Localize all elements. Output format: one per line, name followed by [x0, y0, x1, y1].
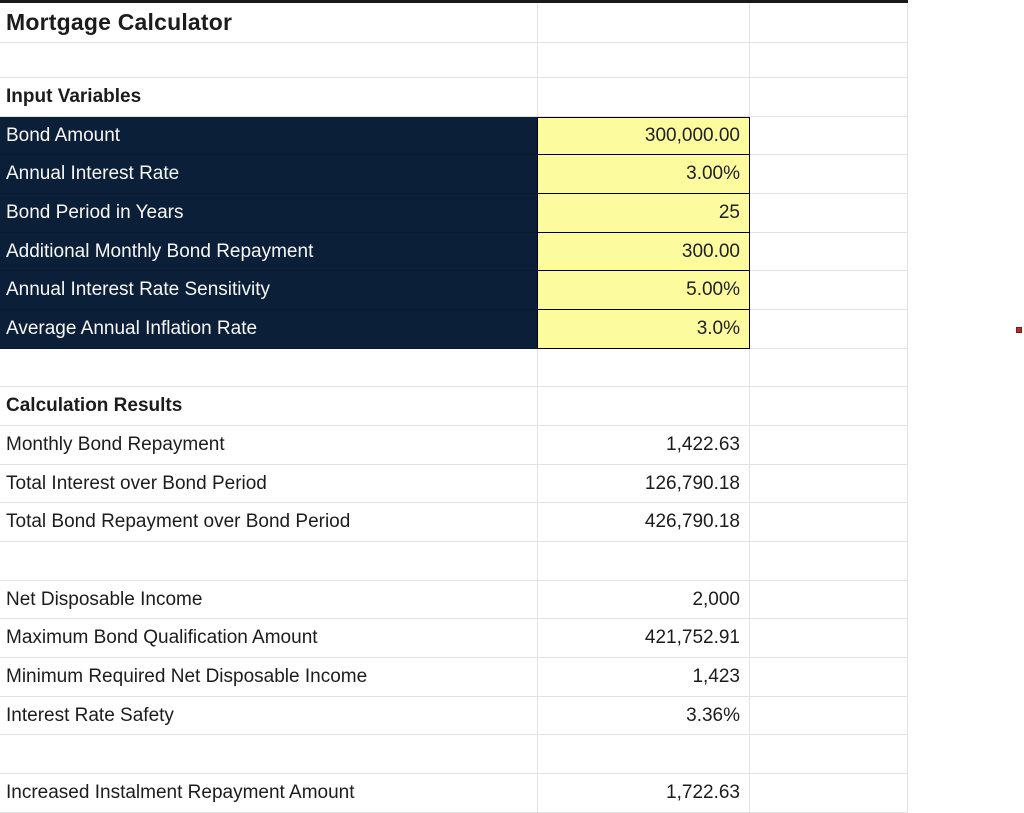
row-interest-rate-safety [0, 697, 908, 736]
net-disposable-income-label: Net Disposable Income [0, 581, 538, 620]
empty-cell [750, 194, 908, 233]
row-title [0, 3, 908, 43]
empty-cell [750, 43, 908, 78]
row-calculation-results [0, 387, 908, 426]
rate-sensitivity-input[interactable]: 5.00% [538, 271, 750, 310]
empty-cell [750, 117, 908, 156]
empty-cell [538, 542, 750, 581]
empty-cell [750, 581, 908, 620]
row-annual-interest-rate [0, 155, 908, 194]
empty-cell [750, 271, 908, 310]
increased-instalment-value: 1,722.63 [538, 774, 750, 813]
empty-row [0, 43, 908, 78]
bond-amount-label: Bond Amount [0, 117, 538, 156]
rate-sensitivity-label: Annual Interest Rate Sensitivity [0, 271, 538, 310]
increased-instalment-label: Increased Instalment Repayment Amount [0, 774, 538, 813]
empty-cell [538, 349, 750, 388]
empty-cell [750, 155, 908, 194]
total-interest-label: Total Interest over Bond Period [0, 465, 538, 504]
row-additional-repayment [0, 233, 908, 272]
monthly-repayment-value: 1,422.63 [538, 426, 750, 465]
row-max-qualification [0, 619, 908, 658]
row-net-disposable-income [0, 581, 908, 620]
empty-cell [750, 774, 908, 813]
empty-cell [750, 697, 908, 736]
empty-row [0, 349, 908, 388]
row-bond-period [0, 194, 908, 233]
min-required-income-value: 1,423 [538, 658, 750, 697]
max-qualification-label: Maximum Bond Qualification Amount [0, 619, 538, 658]
row-rate-sensitivity [0, 271, 908, 310]
total-repayment-value: 426,790.18 [538, 503, 750, 542]
total-repayment-label: Total Bond Repayment over Bond Period [0, 503, 538, 542]
empty-cell [538, 387, 750, 426]
red-corner-marker [1016, 327, 1022, 333]
annual-interest-rate-input[interactable]: 3.00% [538, 155, 750, 194]
row-monthly-repayment [0, 426, 908, 465]
total-interest-value: 126,790.18 [538, 465, 750, 504]
empty-cell [750, 619, 908, 658]
empty-cell [538, 3, 750, 43]
empty-cell [750, 426, 908, 465]
row-input-variables [0, 78, 908, 117]
empty-cell [750, 735, 908, 774]
bond-amount-input[interactable]: 300,000.00 [538, 117, 750, 156]
net-disposable-income-value: 2,000 [538, 581, 750, 620]
monthly-repayment-label: Monthly Bond Repayment [0, 426, 538, 465]
interest-rate-safety-label: Interest Rate Safety [0, 697, 538, 736]
empty-cell [0, 43, 538, 78]
empty-cell [750, 3, 908, 43]
empty-cell [750, 310, 908, 349]
empty-cell [750, 465, 908, 504]
inflation-rate-label: Average Annual Inflation Rate [0, 310, 538, 349]
page-title: Mortgage Calculator [0, 3, 538, 43]
input-variables-heading: Input Variables [0, 78, 538, 117]
annual-interest-rate-label: Annual Interest Rate [0, 155, 538, 194]
row-inflation-rate [0, 310, 908, 349]
empty-cell [538, 78, 750, 117]
empty-cell [750, 387, 908, 426]
bond-period-input[interactable]: 25 [538, 194, 750, 233]
inflation-rate-input[interactable]: 3.0% [538, 310, 750, 349]
bond-period-label: Bond Period in Years [0, 194, 538, 233]
row-min-required-income [0, 658, 908, 697]
max-qualification-value: 421,752.91 [538, 619, 750, 658]
empty-cell [0, 542, 538, 581]
empty-cell [538, 735, 750, 774]
calculation-results-heading: Calculation Results [0, 387, 538, 426]
empty-cell [750, 78, 908, 117]
row-bond-amount [0, 117, 908, 156]
row-total-interest [0, 465, 908, 504]
empty-cell [0, 735, 538, 774]
empty-cell [750, 658, 908, 697]
row-increased-instalment [0, 774, 908, 813]
empty-row [0, 542, 908, 581]
interest-rate-safety-value: 3.36% [538, 697, 750, 736]
row-total-repayment [0, 503, 908, 542]
empty-cell [750, 503, 908, 542]
empty-cell [0, 349, 538, 388]
additional-repayment-input[interactable]: 300.00 [538, 233, 750, 272]
empty-cell [750, 542, 908, 581]
empty-cell [750, 233, 908, 272]
empty-cell [750, 349, 908, 388]
empty-cell [538, 43, 750, 78]
empty-row [0, 735, 908, 774]
min-required-income-label: Minimum Required Net Disposable Income [0, 658, 538, 697]
additional-repayment-label: Additional Monthly Bond Repayment [0, 233, 538, 272]
